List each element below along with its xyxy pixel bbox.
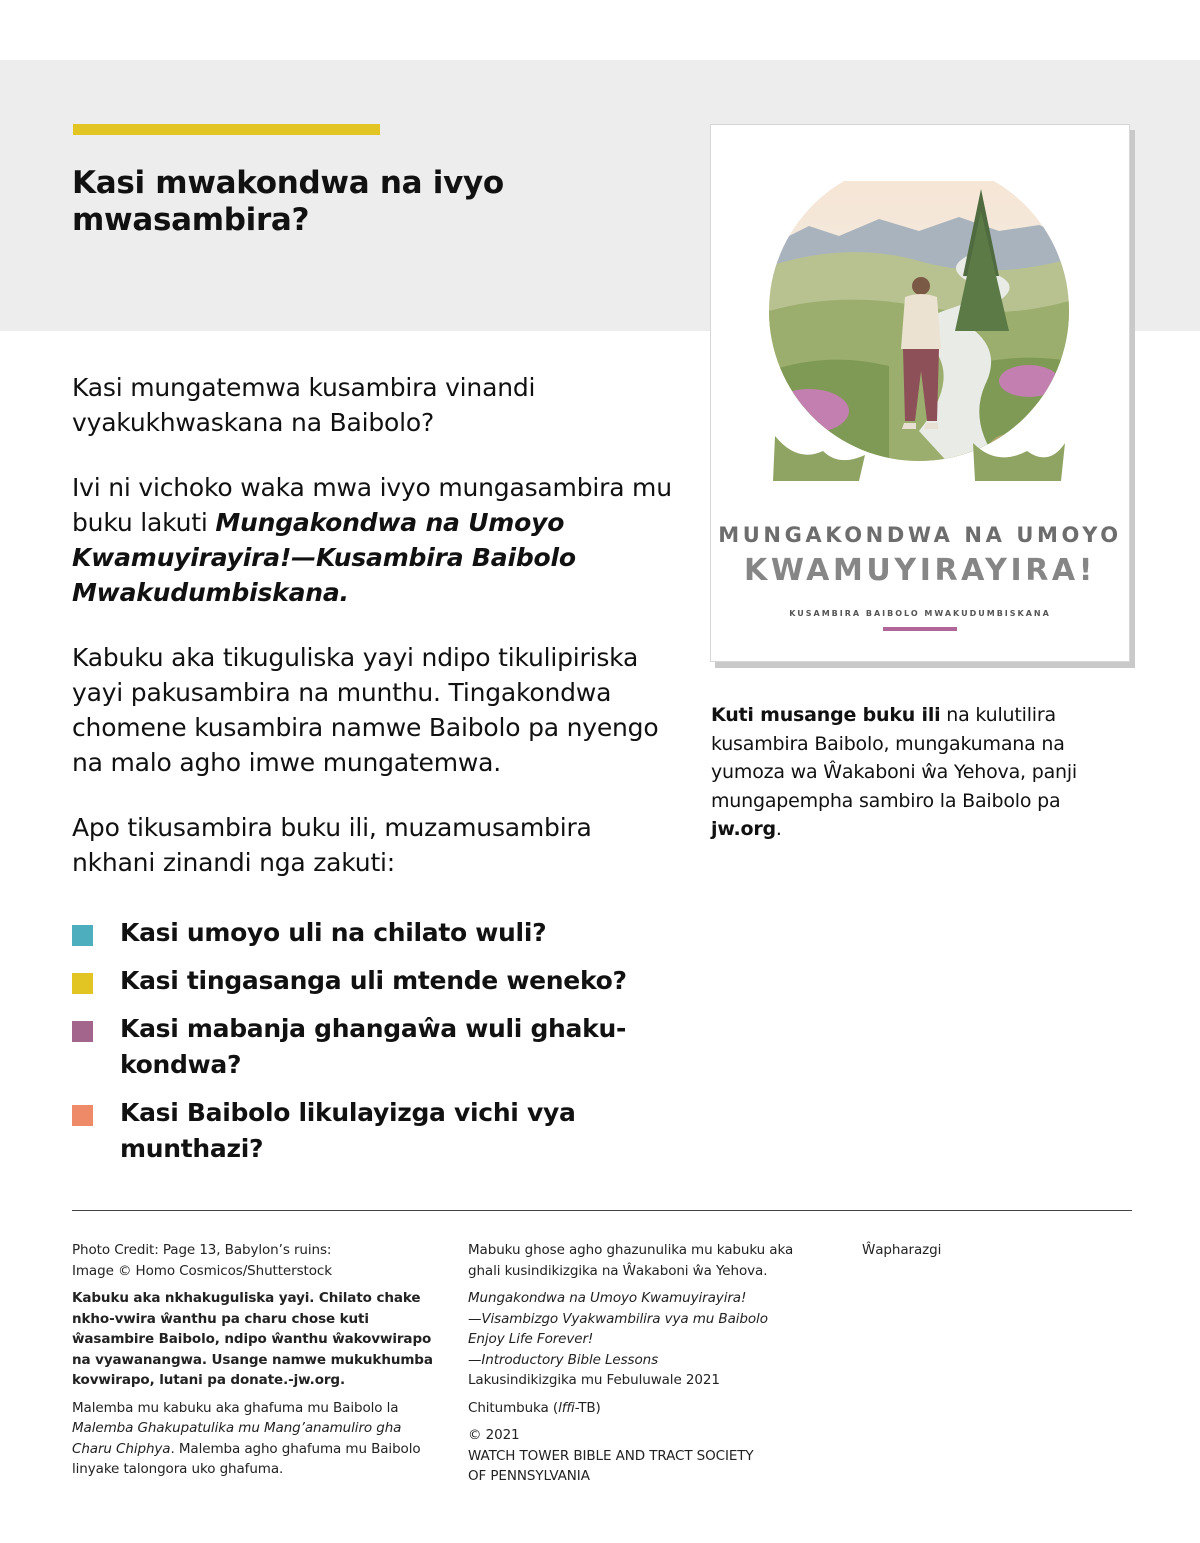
title-local-sub: —Visambizgo Vyakwambilira vya mu Baibolo (468, 1310, 768, 1327)
contact-paragraph (711, 701, 1131, 844)
cover-subtitle: KUSAMBIRA BAIBOLO MWAKUDUMBISKANA (789, 609, 1051, 618)
topic-text: Kasi umoyo uli na chilato wuli? (120, 918, 547, 947)
page-heading: Kasi mwakondwa na ivyo mwasambira? (72, 165, 504, 238)
book-cover (710, 124, 1130, 662)
intro-offer: Kabuku aka tikuguliska yayi ndipo tikulipiriska yayi pakusambira na munthu. Tingakondwa chomene kusambira namwe Baibolo pa nyengo na malo agho imwe mungatemwa. (72, 643, 659, 777)
square-bullet-icon (72, 925, 93, 946)
square-bullet-icon (72, 973, 93, 994)
photo-credit (72, 1240, 442, 1281)
footer-column-2 (468, 1240, 798, 1494)
topic-item (72, 915, 632, 951)
contact-text: na kulutilira kusambira Baibolo, mungakumana na yumoza wa Ŵakaboni ŵa Yehova, panji mungapempha sambiro la Baibolo pa (711, 704, 1078, 812)
language-code-italic: lffi (558, 1399, 575, 1416)
topic-text: Kasi tingasanga uli mtende weneko? (120, 966, 627, 995)
topic-text: Kasi Baibolo likulayizga vichi vya munthazi? (120, 1098, 576, 1163)
topic-list (72, 915, 632, 1179)
language-code-suffix: -TB) (574, 1399, 601, 1416)
publishers-label: Ŵapharazgi (862, 1242, 942, 1258)
free-distribution-note: Kabuku aka nkhakuguliska yayi. Chilato chake nkho-vwira ŵanthu pa charu chose kuti ŵasambire Baibolo, ndipo ŵanthu ŵakovwirapo na vyawanangwa. Usange namwe mukukhumba kovwirapo, lutani pa donate.-jw.org. (72, 1290, 433, 1388)
printing-date: Lakusindikizgika mu Febuluwale 2021 (468, 1372, 720, 1388)
topic-item (72, 1095, 632, 1167)
footer-divider (72, 1210, 1132, 1211)
intro-book-paragraph (72, 470, 682, 610)
photo-credit-line-1: Photo Credit: Page 13, Babylon’s ruins: (72, 1242, 332, 1258)
cover-title-line-2: KWAMUYIRAYIRA! (743, 553, 1097, 588)
bible-title: Malemba Ghakupatulika mu Mang’anamuliro gha Charu Chiphya (72, 1420, 402, 1457)
footer-column-3 (862, 1240, 1132, 1268)
intro-book-lead: Ivi ni vichoko waka mwa ivyo mungasambira mu buku lakuti (72, 473, 672, 537)
cover-accent-rule (883, 627, 957, 631)
topic-text: Kasi mabanja ghangaŵa wuli ghaku-kondwa? (120, 1014, 627, 1079)
intro-topics-lead: Apo tikusambira buku ili, muzamusambira nkhani zinandi nga zakuti: (72, 813, 592, 877)
accent-bar (73, 124, 380, 135)
square-bullet-icon (72, 1105, 93, 1126)
language-code (468, 1398, 798, 1419)
contact-end: . (775, 818, 782, 840)
publisher-note: Mabuku ghose agho ghazunulika mu kabuku aka ghali kusindikizgika na Ŵakaboni ŵa Yehova. (468, 1242, 794, 1279)
bible-translation-note (72, 1398, 442, 1480)
photo-credit-line-2: Image © Homo Cosmicos/Shutterstock (72, 1262, 332, 1279)
title-local: Mungakondwa na Umoyo Kwamuyirayira! (468, 1290, 747, 1306)
book-title: Mungakondwa na Umoyo Kwamuyirayira!—Kusambira Baibolo Mwakudumbiskana. (72, 508, 576, 607)
contact-lead: Kuti musange buku ili (711, 704, 941, 726)
copyright-year: © 2021 (468, 1427, 520, 1443)
bible-note-lead: Malemba mu kabuku aka ghafuma mu Baibolo la (72, 1399, 399, 1416)
society-line-1: WATCH TOWER BIBLE AND TRACT SOCIETY (468, 1447, 754, 1464)
footer-column-1 (72, 1240, 442, 1487)
jw-org-link[interactable]: jw.org (711, 818, 776, 840)
title-english-sub: —Introductory Bible Lessons (468, 1351, 659, 1368)
square-bullet-icon (72, 1021, 93, 1042)
publication-info (468, 1288, 798, 1391)
bible-note-end: . Malemba agho ghafuma mu Baibolo linyake talongora uko ghafuma. (72, 1440, 421, 1477)
cover-illustration (769, 181, 1069, 501)
intro-question: Kasi mungatemwa kusambira vinandi vyakukhwaskana na Baibolo? (72, 373, 536, 437)
language-name: Chitumbuka ( (468, 1399, 559, 1416)
society-line-2: OF PENNSYLVANIA (468, 1468, 590, 1484)
intro-section (72, 370, 682, 910)
topic-item (72, 963, 632, 999)
title-english: Enjoy Life Forever! (468, 1331, 594, 1347)
topic-item (72, 1011, 632, 1083)
cover-title-line-1: MUNGAKONDWA NA UMOYO (718, 523, 1122, 547)
copyright (468, 1425, 798, 1487)
